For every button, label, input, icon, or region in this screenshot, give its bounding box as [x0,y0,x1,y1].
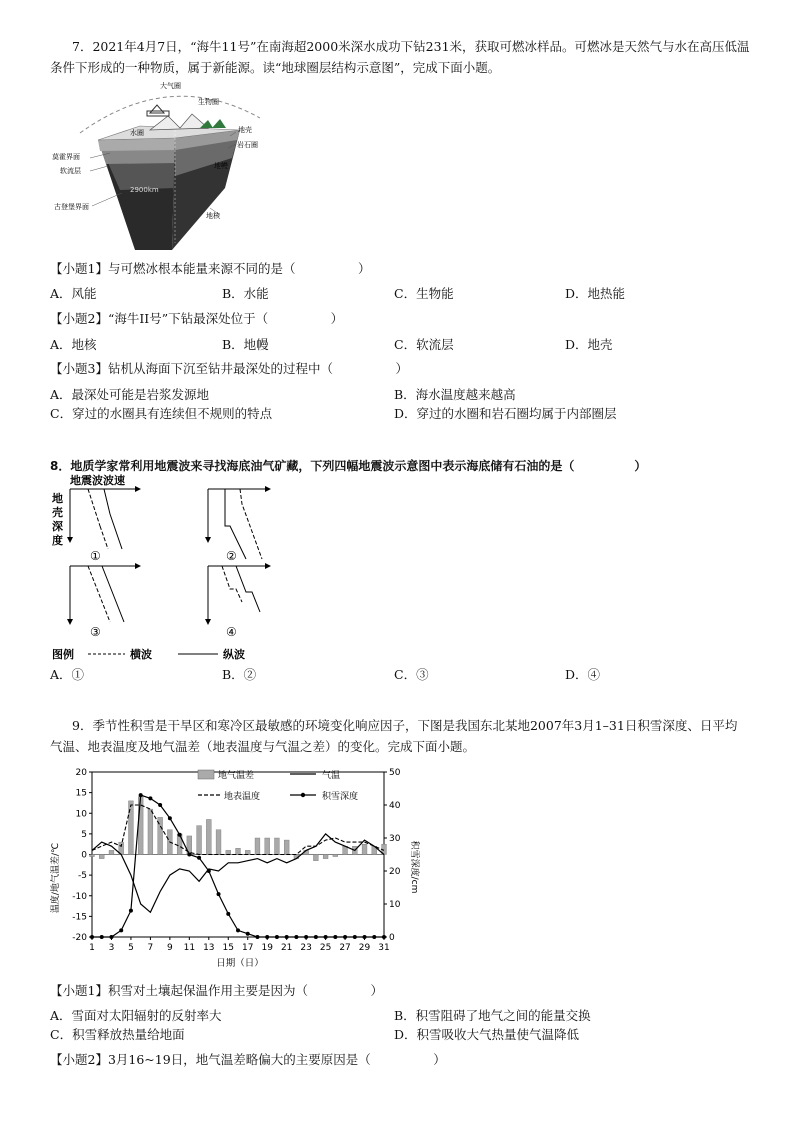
x-tick-label: 15 [222,943,234,953]
point-snow-depth [265,935,269,939]
x-tick-label: 23 [300,943,312,953]
bar-diff [129,801,134,855]
bar-diff [265,838,270,855]
axis-velocity-label: 地震波波速 [70,474,125,487]
q8-stem: 8．地质学家常利用地震波来寻找海底油气矿藏，下列四幅地震波示意图中表示海底储有石油的是（ ） [50,459,647,473]
point-snow-depth [148,796,152,800]
label-mantle: 地幔 [214,162,228,170]
snow-temperature-chart [50,762,420,970]
bar-diff [313,855,318,861]
bar-diff [362,844,367,854]
bar-diff [197,826,202,855]
label-atmosphere: 大气圈 [160,82,181,90]
y-right-tick-label: 40 [389,801,401,811]
bar-diff [148,809,153,854]
wave-panel-3 [70,566,140,639]
point-snow-depth [382,935,386,939]
wave-panel-2 [208,489,270,563]
y-right-tick-label: 50 [389,768,401,778]
q7-sub3-option-a[interactable]: A．最深处可能是岩浆发源地 [50,387,210,402]
y-left-tick-label: -5 [78,871,87,882]
q7-sub2-option-d[interactable]: D．地壳 [565,337,613,352]
q8-option-d[interactable]: D．④ [565,667,601,682]
bar-diff [99,855,104,859]
q8-option-b[interactable]: B．② [222,667,257,682]
label-biosphere: 生物圈 [198,98,219,106]
panel-label-3: ③ [90,625,101,639]
point-snow-depth [129,909,133,913]
label-moho: 莫霍界面 [52,153,80,161]
bar-diff [206,819,211,854]
point-snow-depth [275,935,279,939]
q7-sub3-option-b[interactable]: B．海水温度越来越高 [394,387,516,402]
legend-s-wave: 横波 [130,648,152,661]
point-snow-depth [353,935,357,939]
label-crust: 地壳 [238,126,252,134]
y-left-tick-label: -10 [72,891,87,902]
bar-diff [90,855,95,857]
q8-option-a[interactable]: A．① [50,667,85,682]
wave-legend [52,647,245,661]
bar-diff [275,838,280,855]
point-snow-depth [109,935,113,939]
bar-diff [216,830,221,855]
q7-sub3-option-c[interactable]: C．穿过的水圈具有连续但不规则的特点 [50,406,273,421]
point-snow-depth [217,892,221,896]
legend-diff: 地气温差 [218,771,255,781]
seismic-wave-diagrams [50,474,290,666]
point-snow-depth [207,869,211,873]
point-snow-depth [363,935,367,939]
bar-diff [323,855,328,859]
q7-sub2-option-c[interactable]: C．软流层 [394,337,454,352]
x-tick-label: 1 [89,943,95,953]
earth-sphere-diagram [50,78,280,253]
point-snow-depth [100,935,104,939]
x-tick-label: 11 [183,943,196,953]
x-tick-label: 25 [319,943,332,953]
legend-snow: 积雪深度 [322,792,359,802]
point-snow-depth [372,935,376,939]
wave-panel-4 [208,566,270,639]
axis-depth-char-3: 深 [52,520,63,533]
bar-diff [284,840,289,854]
y-left-tick-label: 15 [75,788,87,799]
y-right-tick-label: 10 [389,900,401,910]
point-snow-depth [314,935,318,939]
x-tick-label: 13 [203,943,215,953]
label-core: 地核 [206,212,220,220]
q9-sub1-option-c[interactable]: C．积雪释放热量给地面 [50,1027,185,1042]
y-axis-left-label: 温度/地气温差/℃ [51,842,61,914]
point-snow-depth [333,935,337,939]
point-snow-depth [246,932,250,936]
y-right-tick-label: 0 [389,933,395,943]
q9-sub1-option-a[interactable]: A．雪面对太阳辐射的反射率大 [50,1008,222,1023]
q7-sub1-option-a[interactable]: A．风能 [50,286,97,301]
point-snow-depth [236,928,240,932]
y-left-tick-label: -15 [72,912,87,923]
q9-sub1-option-b[interactable]: B．积雪阻碍了地气之间的能量交换 [394,1008,591,1023]
q7-sub1-option-c[interactable]: C．生物能 [394,286,454,301]
q8-option-c[interactable]: C．③ [394,667,429,682]
q9-intro-line1: 9．季节性积雪是干旱区和寒冷区最敏感的环境变化响应因子，下图是我国东北某地2007年3月1–31日积雪深度、日平均 [72,718,738,733]
point-snow-depth [294,935,298,939]
legend-p-wave: 纵波 [223,648,245,661]
panel-label-4: ④ [226,625,237,639]
x-tick-label: 29 [358,943,371,953]
x-tick-label: 31 [378,943,390,953]
point-snow-depth [343,935,347,939]
line-air-temperature [92,834,384,912]
q7-sub3-stem: 【小题3】钻机从海面下沉至钻井最深处的过程中（ ） [50,361,408,376]
legend-air: 气温 [322,771,341,781]
y-left-tick-label: 0 [81,850,87,861]
point-snow-depth [285,935,289,939]
q7-sub1-option-d[interactable]: D．地热能 [565,286,626,301]
y-left-tick-label: 20 [75,768,87,778]
q7-intro-line2: 条件下形成的一种物质，属于新能源。读“地球圈层结构示意图”，完成下面小题。 [50,60,501,75]
label-lithosphere: 岩石圈 [237,141,258,149]
panel-label-2: ② [226,549,237,563]
point-snow-depth [90,935,94,939]
q9-intro-line2: 气温、地表温度及地气温差（地表温度与气温之差）的变化。完成下面小题。 [50,739,476,754]
label-asthenosphere: 软流层 [60,167,81,175]
q9-sub1-stem: 【小题1】积雪对土壤起保温作用主要是因为（ ） [50,983,383,998]
point-snow-depth [187,853,191,857]
bar-diff [255,838,260,855]
q9-sub1-option-d[interactable]: D．积雪吸收大气热量使气温降低 [394,1027,580,1042]
x-tick-label: 5 [128,943,134,953]
y-left-tick-label: 5 [81,829,87,840]
bar-diff [333,855,338,857]
point-snow-depth [158,803,162,807]
legend-surface: 地表温度 [224,792,261,802]
point-snow-depth [324,935,328,939]
q7-intro-line1: 7．2021年4月7日，“海牛11号”在南海超2000米深水成功下钻231米，获取可燃冰样品。可燃冰是天然气与水在高压低温 [72,39,750,54]
point-snow-depth [226,912,230,916]
point-snow-depth [119,928,123,932]
bar-diff [226,850,231,854]
x-tick-label: 27 [339,943,351,953]
y-left-tick-label: 10 [75,809,87,820]
q7-sub1-stem: 【小题1】与可燃冰根本能量来源不同的是（ ） [50,261,371,276]
x-tick-label: 21 [280,943,293,953]
x-tick-label: 9 [166,943,173,953]
q7-sub3-option-d[interactable]: D．穿过的水圈和岩石圈均属于内部圈层 [394,406,617,421]
q9-sub2-stem: 【小题2】3月16~19日，地气温差略偏大的主要原因是（ ） [50,1052,446,1067]
x-tick-label: 7 [147,943,154,953]
line-snow-depth [92,795,384,937]
panel-label-1: ① [90,549,101,563]
label-gutenberg: 古登堡界面 [54,203,89,211]
axis-depth-char-2: 壳 [52,506,63,519]
y-left-tick-label: -20 [72,933,87,943]
q7-sub1-option-b[interactable]: B．水能 [222,286,269,301]
x-axis-label: 日期（日） [216,958,264,969]
point-snow-depth [255,935,259,939]
bar-diff [236,848,241,854]
point-snow-depth [304,935,308,939]
x-tick-label: 17 [242,943,254,953]
bar-diff [109,850,114,854]
point-snow-depth [139,793,143,797]
q7-sub2-option-b[interactable]: B．地幔 [222,337,269,352]
x-tick-label: 3 [108,943,115,953]
y-right-tick-label: 20 [389,867,401,877]
axis-depth-char-1: 地 [52,492,63,505]
q7-sub2-option-a[interactable]: A．地核 [50,337,97,352]
point-snow-depth [168,816,172,820]
label-depth: 2900km [130,186,159,194]
bar-diff [245,850,250,854]
legend-title: 图例 [52,648,74,661]
q7-sub2-stem: 【小题2】“海牛II号”下钻最深处位于（ ） [50,311,344,326]
label-hydrosphere: 水圈 [130,129,144,137]
axis-depth-char-4: 度 [52,534,63,547]
y-axis-right-label: 积雪深度/cm [409,840,419,894]
point-snow-depth [197,856,201,860]
y-right-tick-label: 30 [389,834,401,844]
x-tick-label: 19 [261,943,273,953]
wave-panel-1 [70,489,140,563]
point-snow-depth [178,833,182,837]
chart-legend [198,769,358,802]
